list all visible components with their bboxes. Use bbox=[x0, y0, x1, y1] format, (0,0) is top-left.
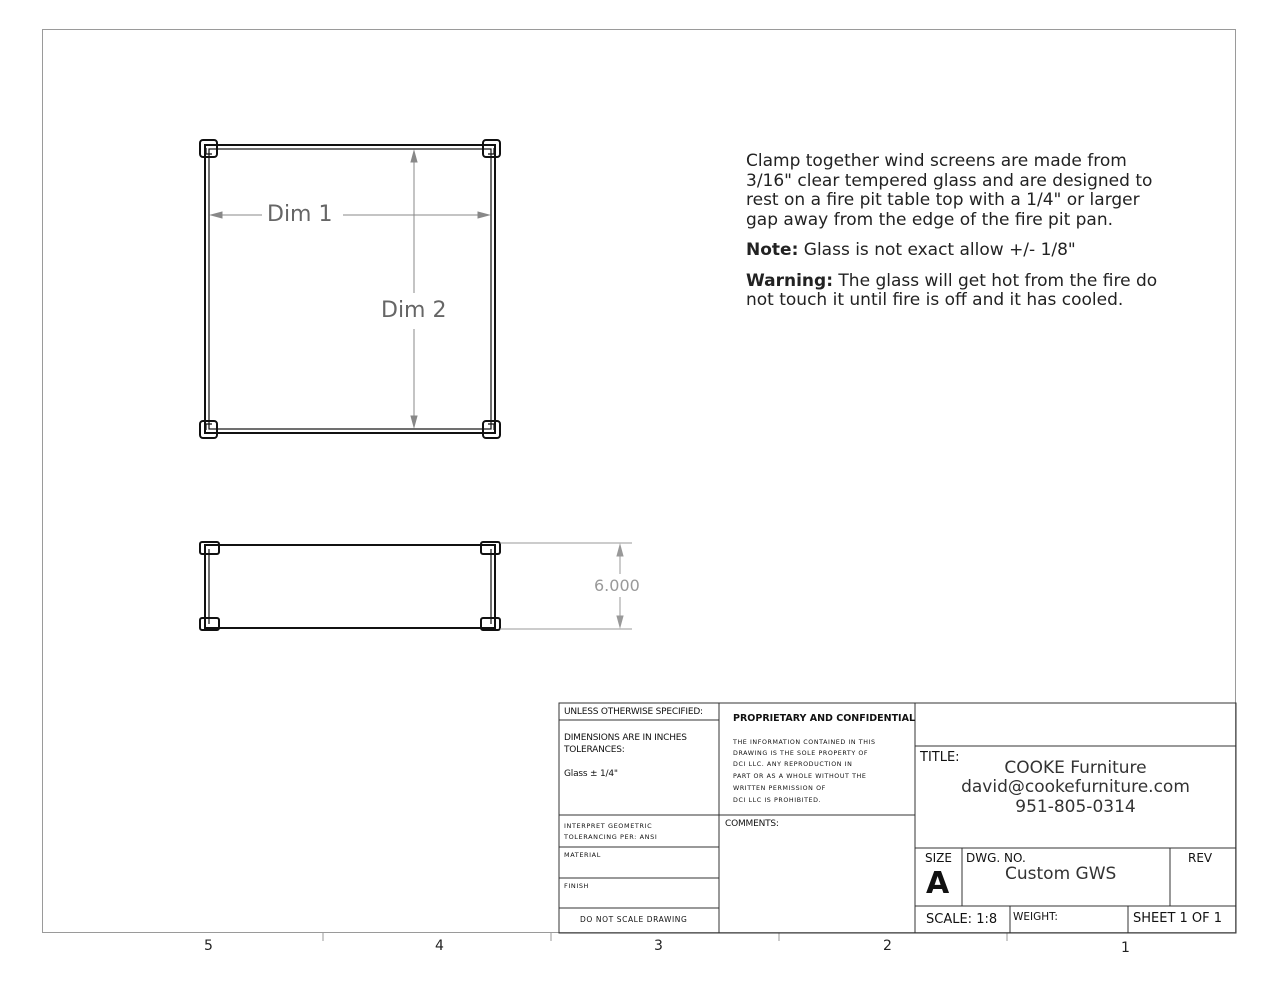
weight-label: WEIGHT: bbox=[1013, 911, 1058, 923]
title-email: david@cookefurniture.com bbox=[961, 777, 1190, 797]
unless-specified: UNLESS OTHERWISE SPECIFIED: bbox=[564, 707, 703, 717]
height-dim-label: 6.000 bbox=[594, 576, 640, 595]
notes-intro: Clamp together wind screens are made from 3/16" clear tempered glass and are designed to rest on a fire pit table top with a 1/4" or larger gap away from the edge of the fire pit pan. bbox=[746, 151, 1153, 230]
dim1-label: Dim 1 bbox=[267, 202, 333, 227]
size-label: SIZE bbox=[925, 851, 952, 865]
prop-line-4: PART OR AS A WHOLE WITHOUT THE bbox=[733, 773, 867, 780]
rev-label: REV bbox=[1188, 851, 1213, 865]
notes-block bbox=[746, 152, 1166, 322]
zone-3: 3 bbox=[654, 938, 663, 954]
dim1-line bbox=[211, 212, 489, 218]
dims-in-inches: DIMENSIONS ARE IN INCHES bbox=[564, 733, 687, 743]
material-label: MATERIAL bbox=[564, 851, 601, 859]
dim2-label: Dim 2 bbox=[381, 298, 447, 323]
scale-label: SCALE: 1:8 bbox=[926, 912, 998, 927]
do-not-scale: DO NOT SCALE DRAWING bbox=[580, 915, 688, 924]
note-label: Note: bbox=[746, 240, 799, 260]
interpret-line1: INTERPRET GEOMETRIC bbox=[564, 822, 653, 830]
comments-label: COMMENTS: bbox=[725, 819, 779, 829]
tolerances: TOLERANCES: bbox=[564, 745, 625, 755]
prop-line-1: THE INFORMATION CONTAINED IN THIS bbox=[733, 739, 876, 746]
top-view bbox=[200, 140, 500, 438]
zone-5: 5 bbox=[204, 938, 213, 954]
dwg-no-label: DWG. NO. bbox=[966, 851, 1026, 865]
side-view-outer bbox=[205, 545, 495, 628]
prop-line-5: WRITTEN PERMISSION OF bbox=[733, 785, 826, 792]
zone-2: 2 bbox=[883, 938, 892, 954]
sheet-label: SHEET 1 OF 1 bbox=[1133, 911, 1223, 926]
glass-tolerance: Glass ± 1/4" bbox=[564, 769, 618, 779]
prop-line-6: DCI LLC IS PROHIBITED. bbox=[733, 797, 822, 804]
interpret-line2: TOLERANCING PER: ANSI bbox=[564, 833, 658, 841]
warning-text: The glass will get hot from the fire do not touch it until fire is off and it has cooled. bbox=[746, 270, 1158, 310]
dim2-line bbox=[411, 151, 417, 427]
prop-line-3: DCI LLC. ANY REPRODUCTION IN bbox=[733, 761, 853, 768]
zone-4: 4 bbox=[435, 938, 444, 954]
zone-1: 1 bbox=[1121, 940, 1130, 956]
warning-label: Warning: bbox=[746, 270, 834, 291]
dwg-no-value: Custom GWS bbox=[1005, 864, 1117, 884]
prop-line-2: DRAWING IS THE SOLE PROPERTY OF bbox=[733, 750, 869, 757]
title-label: TITLE: bbox=[920, 750, 960, 765]
note-text: Glass is not exact allow +/- 1/8" bbox=[798, 240, 1076, 260]
title-company: COOKE Furniture bbox=[1004, 758, 1147, 778]
finish-label: FINISH bbox=[564, 882, 590, 890]
zone-ticks bbox=[323, 933, 1007, 941]
title-phone: 951-805-0314 bbox=[1015, 797, 1136, 817]
side-view bbox=[200, 542, 500, 630]
size-value: A bbox=[926, 866, 950, 901]
notes-warning bbox=[746, 272, 1166, 311]
top-view-outer bbox=[205, 145, 495, 433]
top-view-inner bbox=[209, 149, 491, 429]
notes-note bbox=[746, 241, 1166, 261]
proprietary-heading: PROPRIETARY AND CONFIDENTIAL bbox=[733, 713, 915, 724]
